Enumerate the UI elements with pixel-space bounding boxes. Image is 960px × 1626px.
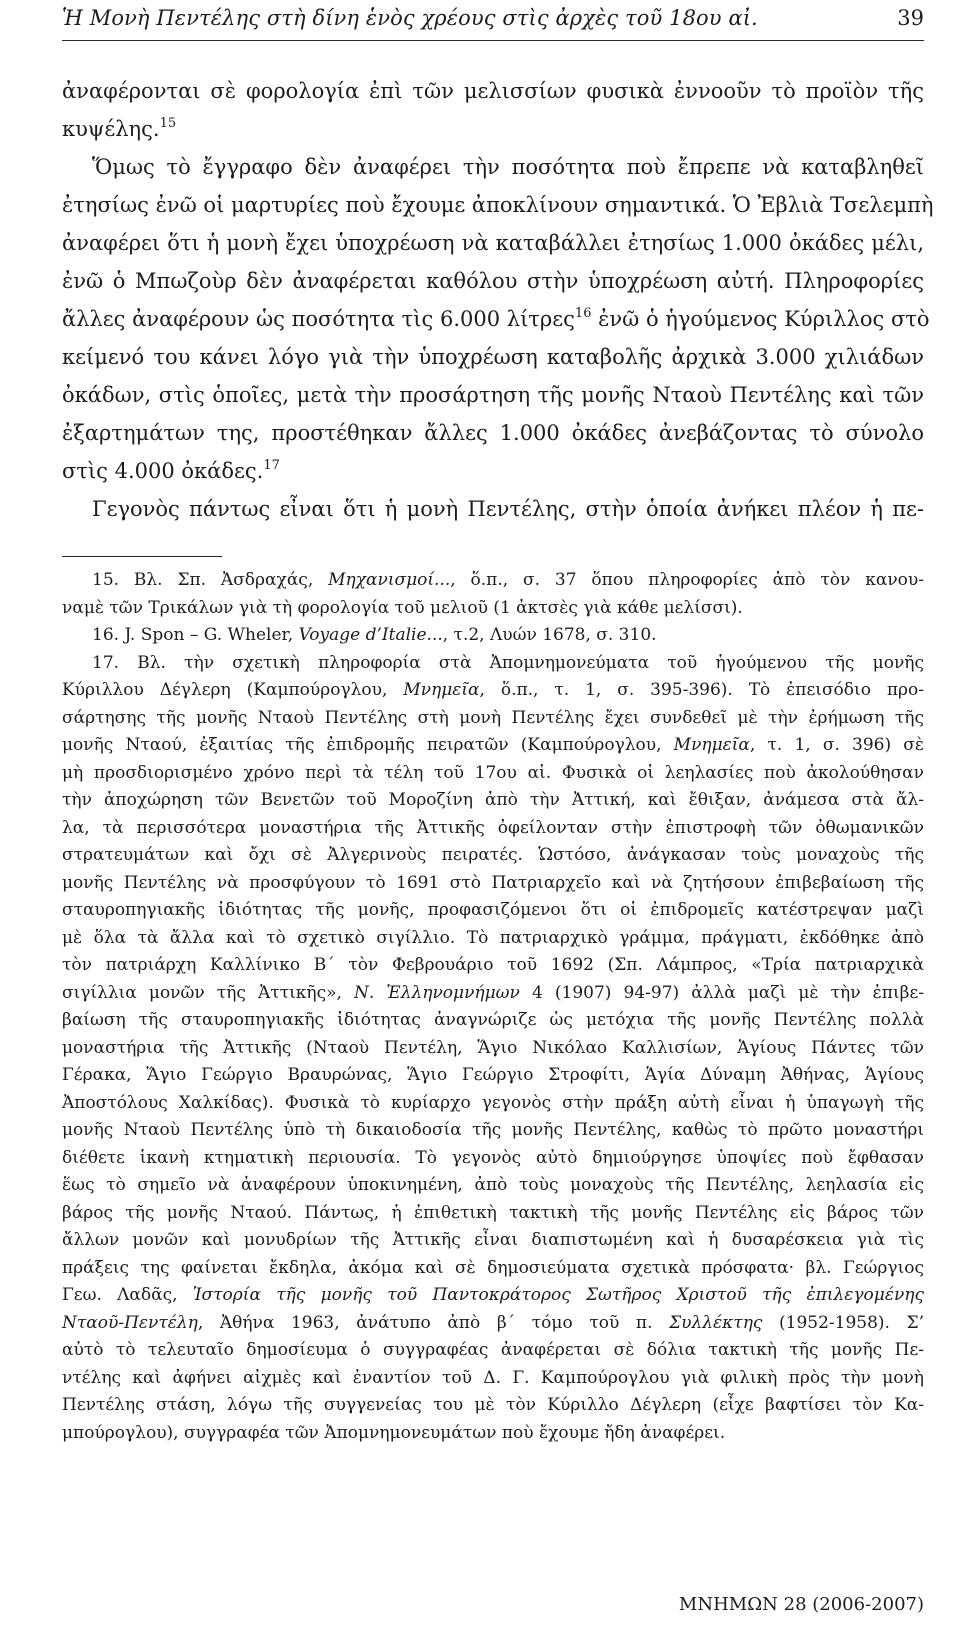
footnote-line: Γεω. Λαδᾶς, Ἱστορία τῆς μονῆς τοῦ Παντοκράτορος Σωτῆρος Χριστοῦ τῆς ἐπιλεγομένης xyxy=(62,1285,924,1305)
footnote-line: Πεντέλης στάση, λόγω τῆς συγγενείας του μὲ τὸν Κύριλλο Δέγλερη (εἶχε βαφτίσει τὸν Κα- xyxy=(62,1395,924,1415)
footnote-line: μὴ προσδιορισμένο χρόνο περὶ τὰ τέλη τοῦ 17ου αἰ. Φυσικὰ οἱ λεηλασίες ποὺ ἀκολούθησαν xyxy=(62,762,924,783)
page-number: 39 xyxy=(897,6,924,30)
body-line: ἀναφέρει ὅτι ἡ μονὴ ἔχει ὑποχρέωση νὰ καταβάλλει ἐτησίως 1.000 ὀκάδες μέλι, xyxy=(62,231,924,255)
footnote-line: διέθετε ἱκανὴ κτηματικὴ περιουσία. Τὸ γεγονὸς αὐτὸ δημιούργησε ὑποψίες ποὺ ἔφθασαν xyxy=(62,1147,924,1168)
running-header xyxy=(62,6,924,36)
footnote-line: Νταοῦ-Πεντέλη, Ἀθήνα 1963, ἀνάτυπο ἀπὸ β΄ τόμο τοῦ π. Συλλέκτης (1952-1958). Σ’ xyxy=(62,1312,925,1333)
journal-footer: ΜΝΗΜΩΝ 28 (2006-2007) xyxy=(678,1594,924,1615)
footnote-15: 15. Βλ. Σπ. Ἀσδραχάς, Μηχανισμοί..., ὅ.π., σ. 37 ὅπου πληροφορίες ἀπὸ τὸν κανου- xyxy=(92,570,924,590)
body-line: ὀκάδων, στὶς ὁποῖες, μετὰ τὴν προσάρτηση τῆς μονῆς Νταοὺ Πεντέλης καὶ τῶν xyxy=(62,383,924,407)
footnote-line: μονῆς Πεντέλης νὰ προσφύγουν τὸ 1691 στὸ Πατριαρχεῖο καὶ νὰ ζητήσουν ἐπιβεβαίωση τῆς xyxy=(62,872,924,893)
footnote-line: ἕως τὸ σημεῖο νὰ ἀναφέρουν ὑποκινημένη, ἀπὸ τοὺς μοναχοὺς τῆς Πεντέλης, λεηλασία εἰς xyxy=(62,1175,924,1195)
footnote-line: μονῆς Νταοὺ Πεντέλης ὑπὸ τὴ δικαιοδοσία τῆς μονῆς Πεντέλης, καθὼς τὸ πρῶτο μοναστήρι xyxy=(62,1120,924,1140)
footnote-line: σταυροπηγιακῆς ἰδιότητας τῆς μονῆς, προφασιζόμενοι ὅτι οἱ ἐπιδρομεῖς κατέστρεψαν μαζὶ xyxy=(62,900,924,920)
footnote-ref-16: 16 xyxy=(574,306,592,321)
footnote-line: Γέρακα, Ἅγιο Γεώργιο Βραυρώνας, Ἅγιο Γεώργιο Στροφίτι, Ἁγία Δύναμη Ἀθήνας, Ἁγίους xyxy=(62,1065,924,1085)
footnote-line: ἄλλων μονῶν καὶ μονυδρίων τῆς Ἀττικῆς εἶναι διαπιστωμένη καὶ ἡ δυσαρέσκεια γιὰ τὶς xyxy=(62,1230,924,1250)
footnote-line: Κύριλλου Δέγλερη (Καμπούρογλου, Μνημεῖα, ὅ.π., τ. 1, σ. 395-396). Τὸ ἐπεισόδιο προ- xyxy=(62,680,924,700)
footnote-line: πράξεις της φαίνεται ἔκδηλα, ἀκόμα καὶ σὲ δημοσιεύματα σχετικὰ πρόσφατα· βλ. Γεώργιος xyxy=(62,1257,924,1278)
footnote-line: στρατευμάτων καὶ ὄχι σὲ Ἀλγερινοὺς πειρατές. Ὡστόσο, ἀνάγκασαν τοὺς μοναχοὺς τῆς xyxy=(62,845,924,865)
body-line: Ὅμως τὸ ἔγγραφο δὲν ἀναφέρει τὴν ποσότητα ποὺ ἔπρεπε νὰ καταβληθεῖ xyxy=(92,155,924,179)
footnote-line: Ἀποστόλους Χαλκίδας). Φυσικὰ τὸ κυρίαρχο γεγονὸς στὴν πράξη αὐτὴ εἶναι ἡ ὑπαγωγὴ τῆς xyxy=(62,1092,924,1113)
footnote-line: τὸν πατριάρχη Καλλίνικο Β΄ τὸν Φεβρουάριο τοῦ 1692 (Σπ. Λάμπρος, «Τρία πατριαρχικὰ xyxy=(62,955,924,975)
footnote-line: μὲ ὅλα τὰ ἄλλα καὶ τὸ σχετικὸ σιγίλλιο. Τὸ πατριαρχικὸ γράμμα, πράγματι, ἐκδόθηκε ἀπὸ xyxy=(62,927,924,948)
body-line: κείμενό του κάνει λόγο γιὰ τὴν ὑποχρέωση καταβολῆς ἀρχικὰ 3.000 χιλιάδων xyxy=(62,345,924,369)
footnote-17: 17. Βλ. τὴν σχετικὴ πληροφορία στὰ Ἀπομνημονεύματα τοῦ ἡγούμενου τῆς μονῆς xyxy=(92,652,924,673)
footnote-line: βάρος τῆς μονῆς Νταού. Πάντως, ἡ ἐπιθετικὴ τακτικὴ τῆς μονῆς Πεντέλης εἰς βάρος τῶν xyxy=(62,1202,924,1223)
footnote-ref-17: 17 xyxy=(263,458,280,473)
header-rule xyxy=(62,40,924,41)
footnote-separator xyxy=(62,556,222,557)
body-line: ἐξαρτημάτων της, προστέθηκαν ἄλλες 1.000 ὀκάδες ἀνεβάζοντας τὸ σύνολο xyxy=(62,421,924,445)
footnote-16: 16. J. Spon – G. Wheler, Voyage d’Italie..., τ.2, Λυών 1678, σ. 310. xyxy=(92,625,657,645)
footnote-line: σάρτησης τῆς μονῆς Νταοὺ Πεντέλης στὴ μονὴ Πεντέλης ἔχει συνδεθεῖ μὲ τὴν ἐρήμωση τῆς xyxy=(62,707,924,728)
footnote-line: αὐτὸ τὸ τελευταῖο δημοσίευμα ὁ συγγραφέας ἀναφέρεται σὲ δόλια τακτικὴ τῆς μονῆς Πε- xyxy=(62,1340,924,1360)
body-line: ἐνῶ ὁ Μπωζοὺρ δὲν ἀναφέρεται καθόλου στὴν ὑποχρέωση αὐτή. Πληροφορίες xyxy=(62,269,924,293)
footnote-line: ναμὲ τῶν Τρικάλων γιὰ τὴ φορολογία τοῦ μελιοῦ (1 ἀκτσὲς γιὰ κάθε μελίσσι). xyxy=(62,597,743,618)
footnote-line: μπούρογλου), συγγραφέα τῶν Ἀπομνημονευμάτων ποὺ ἔχουμε ἤδη ἀναφέρει. xyxy=(62,1422,726,1443)
footnote-line: ντέλης καὶ ἀφήνει αἰχμὲς καὶ ἐναντίον τοῦ Δ. Γ. Καμπούρογλου γιὰ φιλικὴ πρὸς τὴν μονὴ xyxy=(62,1367,924,1388)
body-line: ἄλλες ἀναφέρουν ὡς ποσότητα τὶς 6.000 λίτρες$^{16}$ ἐνῶ ὁ ἡγούμενος Κύριλλος στὸ xyxy=(62,306,930,331)
main-text xyxy=(62,72,934,528)
body-line: Γεγονὸς πάντως εἶναι ὅτι ἡ μονὴ Πεντέλης, στὴν ὁποία ἀνήκει πλέον ἡ πε- xyxy=(92,497,924,521)
footnote-line: βαίωση τῆς σταυροπηγιακῆς ἰδιότητας ἀναγνώριζε ὡς μετόχια τῆς μονῆς Πεντέλης πολλὰ xyxy=(62,1010,924,1030)
footnote-line: τὴν ἀποχώρηση τῶν Βενετῶν τοῦ Μοροζίνη ἀπὸ τὴν Ἀττική, καὶ ἔθιξαν, ἀνάμεσα στὰ ἄλ- xyxy=(62,790,924,810)
footnote-line: σιγίλλια μονῶν τῆς Ἀττικῆς», Ν. Ἑλληνομνήμων 4 (1907) 94-97) ἀλλὰ μαζὶ μὲ τὴν ἐπιβε- xyxy=(62,982,925,1003)
footnote-line: μοναστήρια τῆς Ἀττικῆς (Νταοὺ Πεντέλη, Ἅγιο Νικόλαο Καλλισίων, Ἁγίους Πάντες τῶν xyxy=(62,1037,924,1058)
body-line: ἐτησίως ἐνῶ οἱ μαρτυρίες ποὺ ἔχουμε ἀποκλίνουν σημαντικά. Ὁ Ἐβλιὰ Τσελεμπὴ xyxy=(62,193,934,217)
running-title: Ἡ Μονὴ Πεντέλης στὴ δίνη ἑνὸς χρέους στὶς ἀρχὲς τοῦ 18ου αἰ. xyxy=(62,6,758,30)
footnotes xyxy=(62,567,924,1447)
footnote-ref-15: 15 xyxy=(159,116,177,131)
body-line: κυψέλης.$^{15}$ xyxy=(62,116,177,141)
body-line: ἀναφέρονται σὲ φορολογία ἐπὶ τῶν μελισσίων φυσικὰ ἐννοοῦν τὸ προϊὸν τῆς xyxy=(62,79,924,103)
body-line: στὶς 4.000 ὀκάδες.$^{17}$ xyxy=(62,458,280,483)
footnote-line: λα, τὰ περισσότερα μοναστήρια τῆς Ἀττικῆς ὀφείλονταν στὴν ἐπιστροφὴ τῶν ὀθωμανικῶν xyxy=(62,817,924,838)
footnote-line: μονῆς Νταού, ἐξαιτίας τῆς ἐπιδρομῆς πειρατῶν (Καμπούρογλου, Μνημεῖα, τ. 1, σ. 396) σὲ xyxy=(62,735,924,755)
